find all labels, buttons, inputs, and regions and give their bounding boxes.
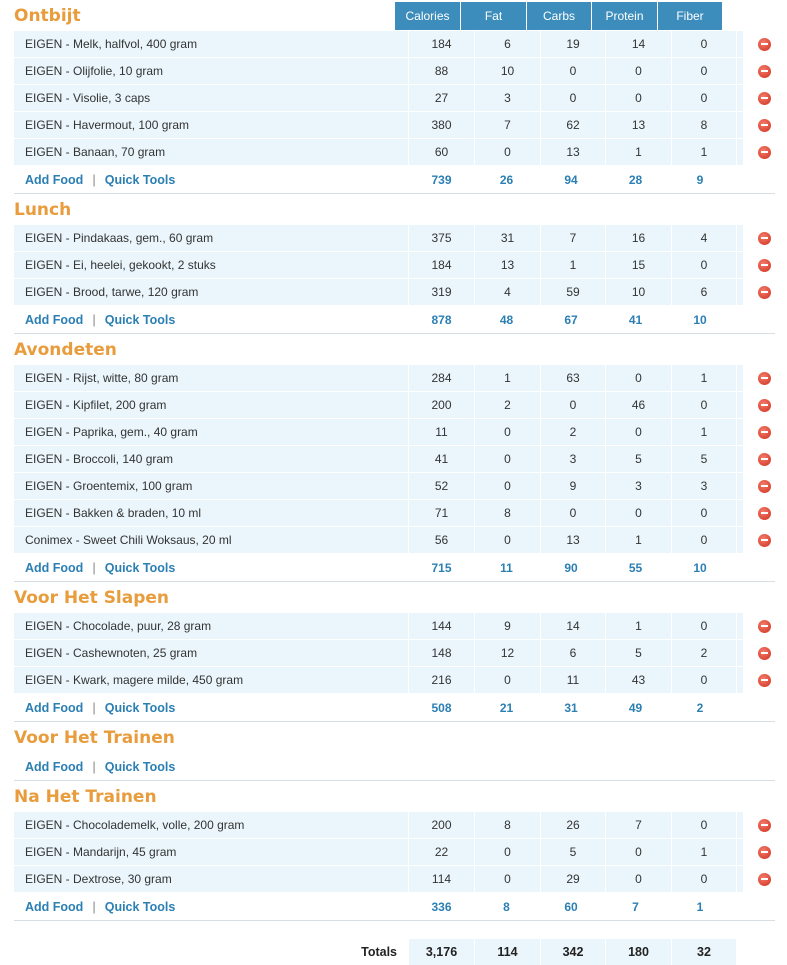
food-name-link[interactable]: EIGEN - Olijfolie, 10 gram xyxy=(14,58,409,84)
meal-total-carbs: 67 xyxy=(564,312,578,327)
column-header-fat: Fat xyxy=(461,2,527,30)
quick-tools-link[interactable]: Quick Tools xyxy=(104,900,176,914)
food-carbs: 19 xyxy=(541,31,606,57)
food-row xyxy=(0,446,787,473)
food-fat: 8 xyxy=(475,500,541,526)
delete-food-icon[interactable] xyxy=(758,92,771,105)
food-row xyxy=(0,392,787,419)
meal-actions xyxy=(14,700,409,715)
meal-total-cal: 715 xyxy=(431,560,452,575)
meal-section xyxy=(0,0,787,194)
food-protein: 43 xyxy=(606,667,672,693)
meal-title: Voor Het Trainen xyxy=(14,727,175,748)
food-fat: 3 xyxy=(475,85,541,111)
food-name-link[interactable]: EIGEN - Groentemix, 100 gram xyxy=(14,473,409,499)
meal-total-protein: 28 xyxy=(628,172,643,187)
food-cal: 71 xyxy=(409,500,475,526)
food-name-link[interactable]: EIGEN - Kwark, magere milde, 450 gram xyxy=(14,667,409,693)
food-name-link[interactable]: EIGEN - Rijst, witte, 80 gram xyxy=(14,365,409,391)
food-cells xyxy=(14,500,743,526)
food-cal: 144 xyxy=(409,613,475,639)
food-protein: 15 xyxy=(606,252,672,278)
food-row xyxy=(0,252,787,279)
food-cal: 380 xyxy=(409,112,475,138)
meal-total-cal: 336 xyxy=(431,899,452,914)
food-carbs: 26 xyxy=(541,812,606,838)
food-name-link[interactable]: EIGEN - Melk, halfvol, 400 gram xyxy=(14,31,409,57)
meal-header xyxy=(0,334,787,365)
food-protein: 0 xyxy=(606,866,672,892)
add-food-link[interactable]: Add Food xyxy=(25,313,84,327)
food-fat: 0 xyxy=(475,667,541,693)
food-fiber: 2 xyxy=(672,640,737,666)
food-carbs: 14 xyxy=(541,613,606,639)
column-header-carbs: Carbs xyxy=(527,2,592,30)
delete-food-icon[interactable] xyxy=(758,453,771,466)
food-cal: 184 xyxy=(409,31,475,57)
add-food-link[interactable]: Add Food xyxy=(25,173,84,187)
food-cal: 200 xyxy=(409,812,475,838)
food-row xyxy=(0,527,787,554)
food-fiber: 0 xyxy=(672,667,737,693)
food-row xyxy=(0,112,787,139)
food-protein: 16 xyxy=(606,225,672,251)
meal-total-fiber: 9 xyxy=(696,172,704,187)
food-row xyxy=(0,640,787,667)
food-row xyxy=(0,613,787,640)
food-fat: 7 xyxy=(475,112,541,138)
food-cal: 11 xyxy=(409,419,475,445)
food-cells xyxy=(14,279,743,305)
quick-tools-link[interactable]: Quick Tools xyxy=(104,313,176,327)
food-cells xyxy=(14,866,743,892)
delete-food-icon[interactable] xyxy=(758,480,771,493)
grand-total-cal: 3,176 xyxy=(409,939,475,965)
food-fat: 9 xyxy=(475,613,541,639)
food-cal: 148 xyxy=(409,640,475,666)
food-fat: 8 xyxy=(475,812,541,838)
food-cells xyxy=(14,112,743,138)
food-name-link[interactable]: EIGEN - Paprika, gem., 40 gram xyxy=(14,419,409,445)
link-separator: | xyxy=(92,312,96,327)
meal-section xyxy=(0,582,787,722)
meal-totals-row xyxy=(14,306,775,334)
food-name-link[interactable]: EIGEN - Broccoli, 140 gram xyxy=(14,446,409,472)
food-carbs: 11 xyxy=(541,667,606,693)
food-fat: 13 xyxy=(475,252,541,278)
food-fat: 4 xyxy=(475,279,541,305)
food-cal: 22 xyxy=(409,839,475,865)
food-fiber: 0 xyxy=(672,392,737,418)
food-fiber: 0 xyxy=(672,812,737,838)
food-protein: 0 xyxy=(606,58,672,84)
food-cal: 184 xyxy=(409,252,475,278)
food-fiber: 6 xyxy=(672,279,737,305)
food-name-link[interactable]: EIGEN - Kipfilet, 200 gram xyxy=(14,392,409,418)
food-fat: 0 xyxy=(475,419,541,445)
meal-total-fiber: 1 xyxy=(696,899,704,914)
food-protein: 46 xyxy=(606,392,672,418)
food-fiber: 0 xyxy=(672,58,737,84)
meal-header xyxy=(0,722,787,753)
totals-label: Totals xyxy=(361,945,397,959)
food-fat: 0 xyxy=(475,473,541,499)
meal-total-protein: 7 xyxy=(632,899,639,914)
meal-total-carbs: 60 xyxy=(564,899,578,914)
food-carbs: 5 xyxy=(541,839,606,865)
meal-total-fat: 8 xyxy=(503,899,510,914)
food-cal: 200 xyxy=(409,392,475,418)
food-cells xyxy=(14,812,743,838)
food-row xyxy=(0,839,787,866)
food-fat: 12 xyxy=(475,640,541,666)
food-cells xyxy=(14,446,743,472)
grand-total-fiber: 32 xyxy=(672,939,737,965)
food-carbs: 9 xyxy=(541,473,606,499)
food-cells xyxy=(14,392,743,418)
food-fiber: 0 xyxy=(672,252,737,278)
meal-total-carbs: 94 xyxy=(564,172,578,187)
meal-totals-row xyxy=(14,753,775,781)
food-row xyxy=(0,85,787,112)
link-separator: | xyxy=(92,700,96,715)
food-cells xyxy=(14,613,743,639)
food-protein: 7 xyxy=(606,812,672,838)
food-protein: 0 xyxy=(606,839,672,865)
delete-food-icon[interactable] xyxy=(758,232,771,245)
delete-food-icon[interactable] xyxy=(758,620,771,633)
food-cal: 88 xyxy=(409,58,475,84)
food-row xyxy=(0,667,787,694)
food-cal: 52 xyxy=(409,473,475,499)
food-fat: 0 xyxy=(475,527,541,553)
food-cells xyxy=(14,252,743,278)
grand-total-carbs: 342 xyxy=(541,939,606,965)
food-name-link[interactable]: EIGEN - Dextrose, 30 gram xyxy=(14,866,409,892)
food-row xyxy=(0,812,787,839)
food-carbs: 0 xyxy=(541,392,606,418)
food-cells xyxy=(14,365,743,391)
food-carbs: 13 xyxy=(541,527,606,553)
food-fiber: 1 xyxy=(672,139,737,165)
delete-food-icon[interactable] xyxy=(758,146,771,159)
food-fat: 0 xyxy=(475,839,541,865)
meal-total-protein: 49 xyxy=(628,700,643,715)
delete-food-icon[interactable] xyxy=(758,819,771,832)
delete-food-icon[interactable] xyxy=(758,873,771,886)
meal-total-cal: 508 xyxy=(431,700,452,715)
delete-food-icon[interactable] xyxy=(758,399,771,412)
food-cells xyxy=(14,640,743,666)
meal-total-fat: 21 xyxy=(499,700,514,715)
link-separator: | xyxy=(92,759,96,774)
food-cal: 216 xyxy=(409,667,475,693)
delete-food-icon[interactable] xyxy=(758,372,771,385)
food-fat: 2 xyxy=(475,392,541,418)
quick-tools-link[interactable]: Quick Tools xyxy=(104,760,176,774)
food-cells xyxy=(14,225,743,251)
meal-total-fat: 48 xyxy=(499,312,514,327)
food-fat: 0 xyxy=(475,139,541,165)
grand-totals-cells xyxy=(409,939,737,965)
food-cells xyxy=(14,85,743,111)
food-carbs: 1 xyxy=(541,252,606,278)
food-name-link[interactable]: EIGEN - Mandarijn, 45 gram xyxy=(14,839,409,865)
food-cal: 27 xyxy=(409,85,475,111)
food-fiber: 3 xyxy=(672,473,737,499)
food-cells xyxy=(14,839,743,865)
meal-actions xyxy=(14,312,409,327)
food-name-link[interactable]: EIGEN - Chocolade, puur, 28 gram xyxy=(14,613,409,639)
food-row xyxy=(0,279,787,306)
meal-total-fat: 11 xyxy=(500,560,513,575)
meal-total-carbs: 31 xyxy=(564,700,578,715)
food-cells xyxy=(14,473,743,499)
add-food-link[interactable]: Add Food xyxy=(25,900,84,914)
food-carbs: 2 xyxy=(541,419,606,445)
food-protein: 1 xyxy=(606,613,672,639)
food-protein: 10 xyxy=(606,279,672,305)
food-protein: 0 xyxy=(606,85,672,111)
food-fiber: 0 xyxy=(672,613,737,639)
meal-totals-row xyxy=(14,166,775,194)
food-fat: 10 xyxy=(475,58,541,84)
food-name-link[interactable]: EIGEN - Ei, heelei, gekookt, 2 stuks xyxy=(14,252,409,278)
food-name-link[interactable]: EIGEN - Visolie, 3 caps xyxy=(14,85,409,111)
food-row xyxy=(0,500,787,527)
meal-title: Lunch xyxy=(14,199,72,220)
food-protein: 1 xyxy=(606,139,672,165)
column-header-protein: Protein xyxy=(592,2,658,30)
food-carbs: 59 xyxy=(541,279,606,305)
meal-title: Avondeten xyxy=(14,339,117,360)
meal-total-cal: 739 xyxy=(431,172,452,187)
food-row xyxy=(0,31,787,58)
food-name-link[interactable]: Conimex - Sweet Chili Woksaus, 20 ml xyxy=(14,527,409,553)
meal-title: Voor Het Slapen xyxy=(14,587,170,608)
food-cal: 41 xyxy=(409,446,475,472)
meal-total-fiber: 10 xyxy=(693,312,707,327)
meal-title: Na Het Trainen xyxy=(14,786,157,807)
meal-total-cal: 878 xyxy=(431,312,452,327)
meal-section xyxy=(0,334,787,582)
food-protein: 1 xyxy=(606,527,672,553)
food-protein: 0 xyxy=(606,500,672,526)
column-header-fiber: Fiber xyxy=(658,2,723,30)
food-row xyxy=(0,473,787,500)
food-protein: 5 xyxy=(606,446,672,472)
grand-total-protein: 180 xyxy=(606,939,672,965)
food-fiber: 5 xyxy=(672,446,737,472)
add-food-link[interactable]: Add Food xyxy=(25,561,84,575)
grand-total-fat: 114 xyxy=(475,939,541,965)
meal-totals-row xyxy=(14,694,775,722)
delete-food-icon[interactable] xyxy=(758,426,771,439)
meal-header xyxy=(0,781,787,812)
delete-food-icon[interactable] xyxy=(758,534,771,547)
food-fiber: 1 xyxy=(672,839,737,865)
meal-section xyxy=(0,781,787,921)
quick-tools-link[interactable]: Quick Tools xyxy=(104,701,176,715)
food-name-link[interactable]: EIGEN - Bakken & braden, 10 ml xyxy=(14,500,409,526)
link-separator: | xyxy=(92,899,96,914)
food-fiber: 0 xyxy=(672,500,737,526)
food-carbs: 7 xyxy=(541,225,606,251)
food-cells xyxy=(14,31,743,57)
food-fat: 6 xyxy=(475,31,541,57)
food-carbs: 0 xyxy=(541,500,606,526)
link-separator: | xyxy=(92,172,96,187)
meal-total-protein: 41 xyxy=(628,312,643,327)
meal-actions xyxy=(14,172,409,187)
food-fat: 0 xyxy=(475,446,541,472)
meal-header xyxy=(0,0,787,31)
food-protein: 5 xyxy=(606,640,672,666)
delete-food-icon[interactable] xyxy=(758,674,771,687)
food-carbs: 63 xyxy=(541,365,606,391)
food-row xyxy=(0,419,787,446)
food-cells xyxy=(14,419,743,445)
food-name-link[interactable]: EIGEN - Banaan, 70 gram xyxy=(14,139,409,165)
add-food-link[interactable]: Add Food xyxy=(25,760,84,774)
food-name-link[interactable]: EIGEN - Pindakaas, gem., 60 gram xyxy=(14,225,409,251)
food-row xyxy=(0,365,787,392)
food-cal: 284 xyxy=(409,365,475,391)
food-cells xyxy=(14,58,743,84)
food-fiber: 8 xyxy=(672,112,737,138)
add-food-link[interactable]: Add Food xyxy=(25,701,84,715)
food-cells xyxy=(14,527,743,553)
food-carbs: 62 xyxy=(541,112,606,138)
food-row xyxy=(0,58,787,85)
food-protein: 13 xyxy=(606,112,672,138)
food-protein: 0 xyxy=(606,365,672,391)
delete-food-icon[interactable] xyxy=(758,507,771,520)
food-row xyxy=(0,139,787,166)
food-cal: 319 xyxy=(409,279,475,305)
food-protein: 0 xyxy=(606,419,672,445)
food-fat: 0 xyxy=(475,866,541,892)
meal-total-fiber: 10 xyxy=(693,560,707,575)
food-fiber: 1 xyxy=(672,365,737,391)
meal-total-fiber: 2 xyxy=(696,700,704,715)
meal-totals-row xyxy=(14,893,775,921)
food-fiber: 0 xyxy=(672,527,737,553)
food-cells xyxy=(14,667,743,693)
food-cal: 60 xyxy=(409,139,475,165)
food-cal: 114 xyxy=(409,866,475,892)
food-protein: 3 xyxy=(606,473,672,499)
meal-header xyxy=(0,194,787,225)
food-protein: 14 xyxy=(606,31,672,57)
food-cal: 375 xyxy=(409,225,475,251)
meal-total-fat: 26 xyxy=(499,172,514,187)
food-carbs: 3 xyxy=(541,446,606,472)
meal-actions xyxy=(14,759,409,774)
food-fiber: 0 xyxy=(672,31,737,57)
delete-food-icon[interactable] xyxy=(758,119,771,132)
food-carbs: 6 xyxy=(541,640,606,666)
meal-section xyxy=(0,194,787,334)
food-carbs: 0 xyxy=(541,58,606,84)
meal-total-protein: 55 xyxy=(628,560,643,575)
food-carbs: 13 xyxy=(541,139,606,165)
meal-header xyxy=(0,582,787,613)
food-name-link[interactable]: EIGEN - Havermout, 100 gram xyxy=(14,112,409,138)
delete-food-icon[interactable] xyxy=(758,259,771,272)
food-fiber: 4 xyxy=(672,225,737,251)
food-row xyxy=(0,225,787,252)
meal-section xyxy=(0,722,787,781)
food-carbs: 29 xyxy=(541,866,606,892)
food-fat: 31 xyxy=(475,225,541,251)
food-name-link[interactable]: EIGEN - Brood, tarwe, 120 gram xyxy=(14,279,409,305)
food-cells xyxy=(14,139,743,165)
food-fiber: 0 xyxy=(672,866,737,892)
delete-food-icon[interactable] xyxy=(758,38,771,51)
delete-food-icon[interactable] xyxy=(758,286,771,299)
food-fat: 1 xyxy=(475,365,541,391)
grand-totals-row xyxy=(0,939,787,965)
food-fiber: 0 xyxy=(672,85,737,111)
link-separator: | xyxy=(92,560,96,575)
delete-food-icon[interactable] xyxy=(758,65,771,78)
quick-tools-link[interactable]: Quick Tools xyxy=(104,561,176,575)
food-fiber: 1 xyxy=(672,419,737,445)
meal-actions xyxy=(14,560,409,575)
meal-title: Ontbijt xyxy=(14,5,81,26)
meal-totals-row xyxy=(14,554,775,582)
column-header-calories: Calories xyxy=(395,2,461,30)
meal-actions xyxy=(14,899,409,914)
food-name-link[interactable]: EIGEN - Chocolademelk, volle, 200 gram xyxy=(14,812,409,838)
meal-total-carbs: 90 xyxy=(564,560,578,575)
food-carbs: 0 xyxy=(541,85,606,111)
food-cal: 56 xyxy=(409,527,475,553)
delete-food-icon[interactable] xyxy=(758,647,771,660)
quick-tools-link[interactable]: Quick Tools xyxy=(104,173,176,187)
food-name-link[interactable]: EIGEN - Cashewnoten, 25 gram xyxy=(14,640,409,666)
delete-food-icon[interactable] xyxy=(758,846,771,859)
food-row xyxy=(0,866,787,893)
